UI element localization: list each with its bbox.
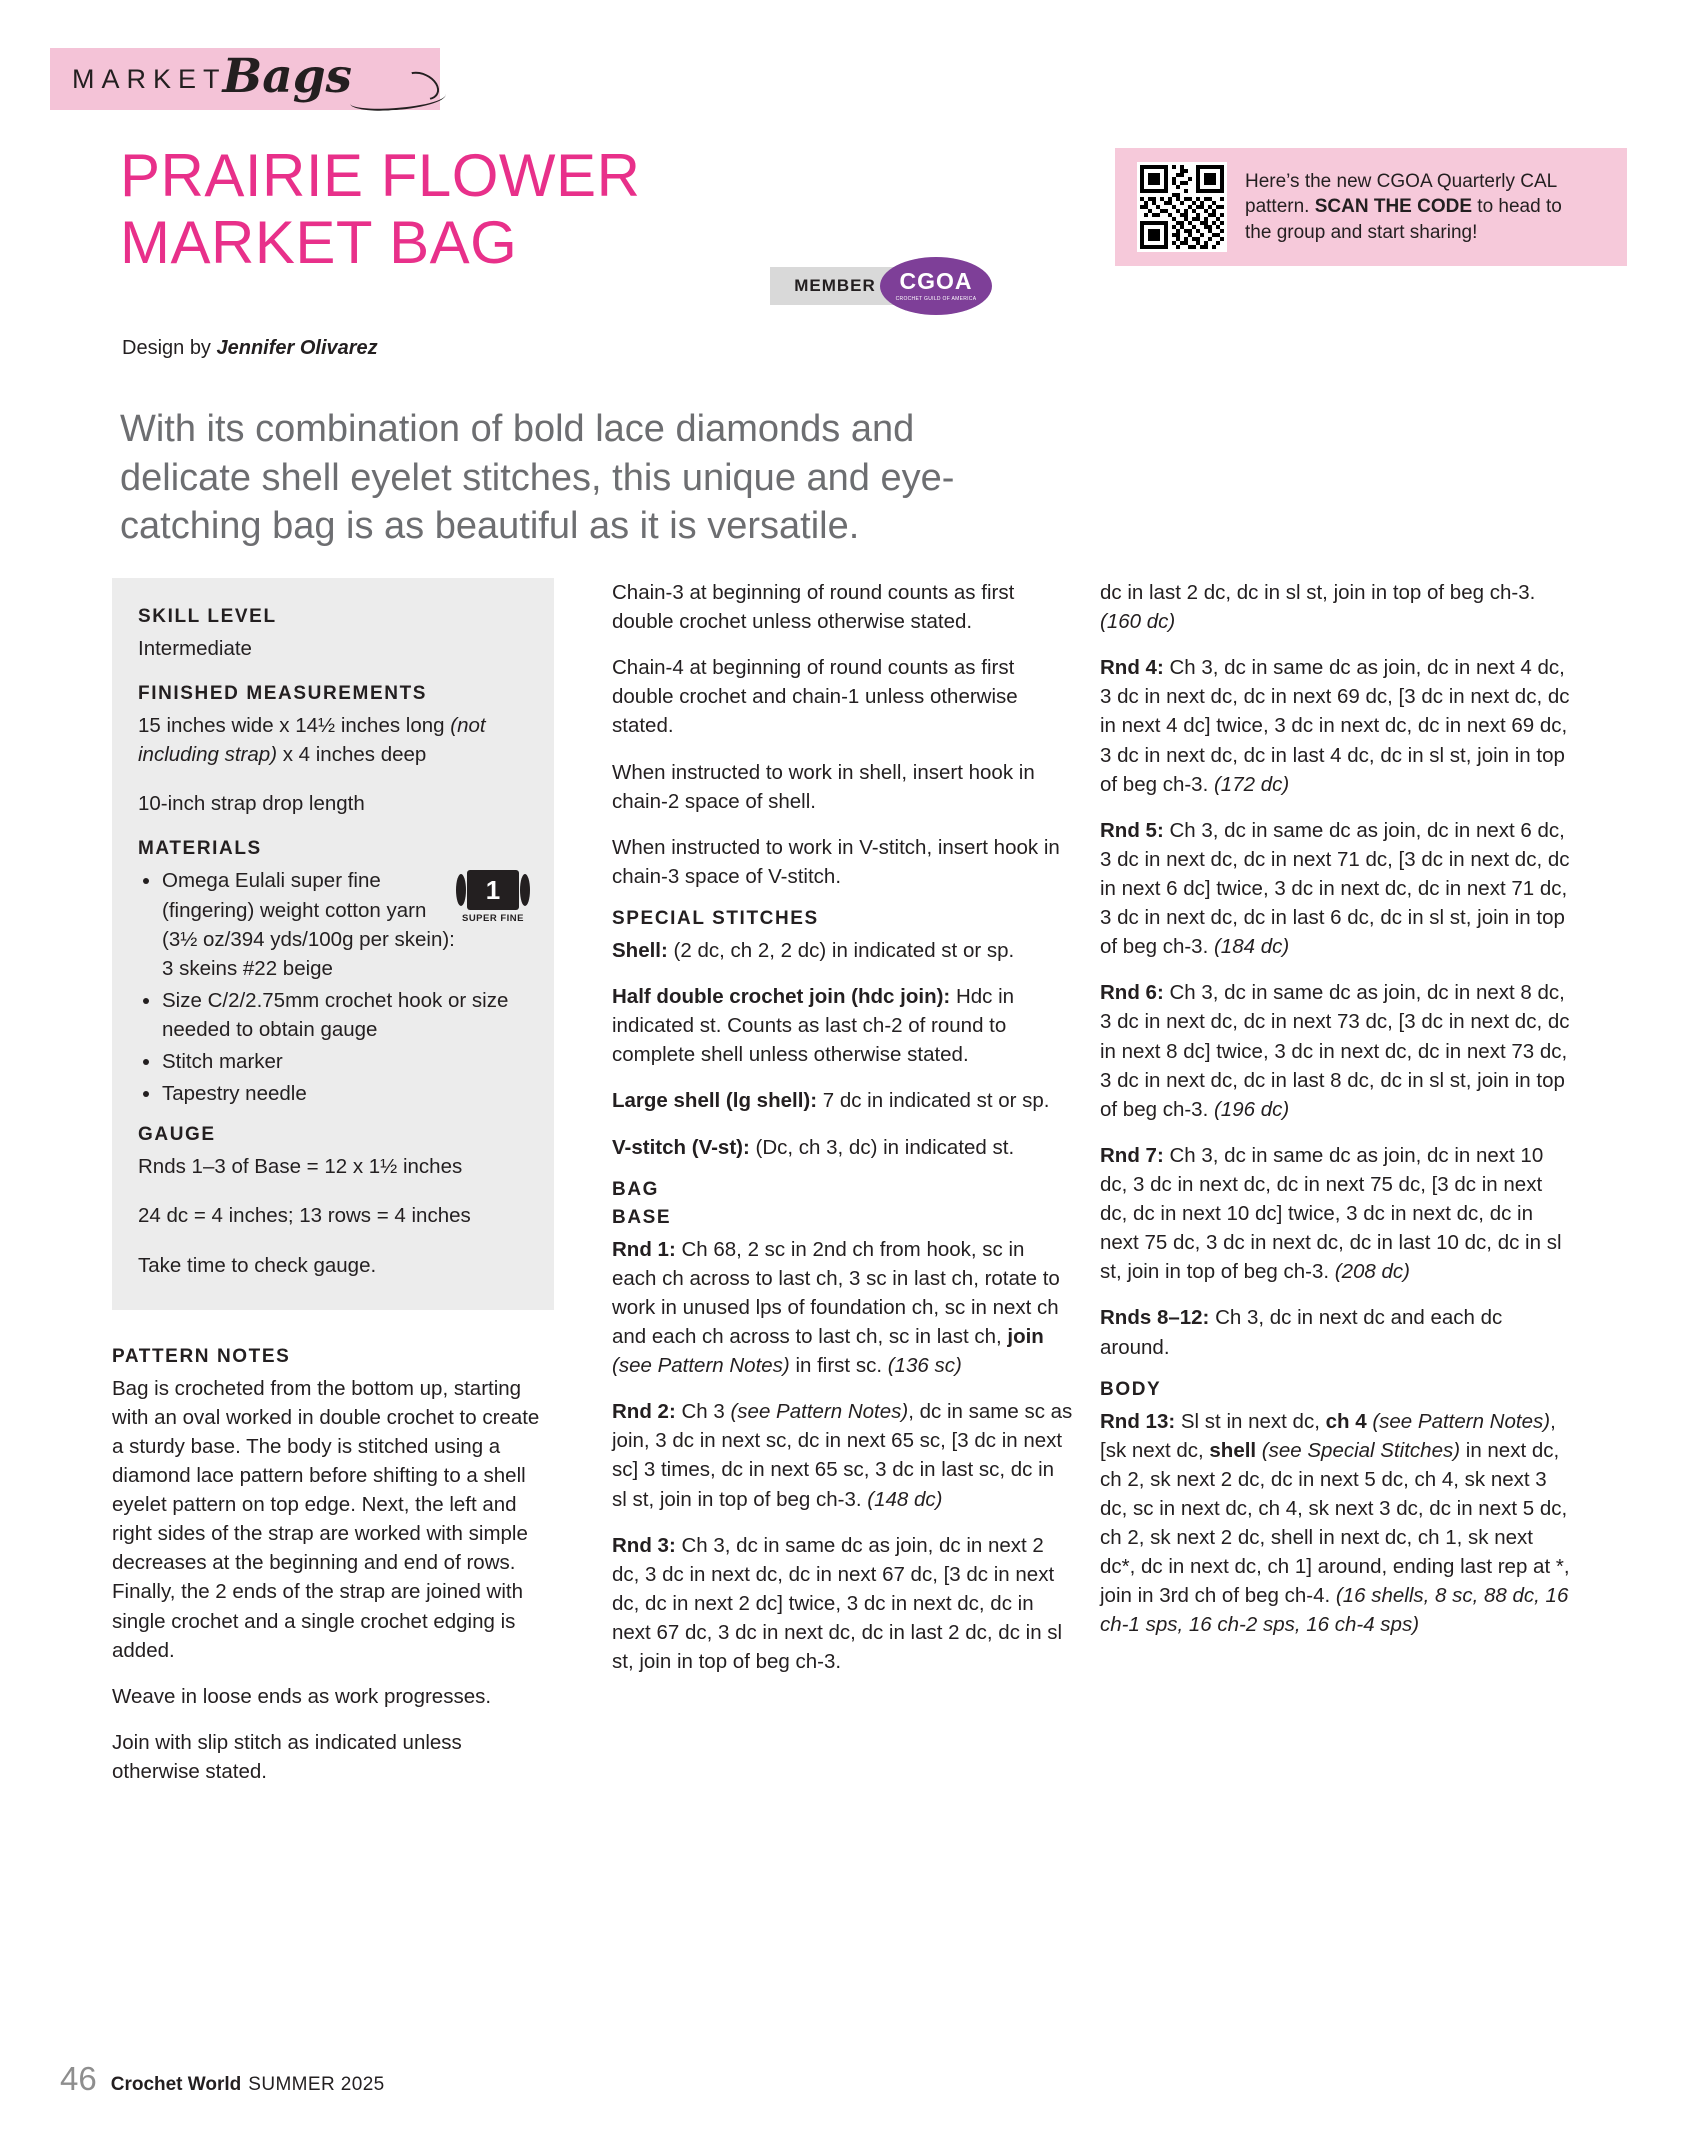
rnd7-text: Ch 3, dc in same dc as join, dc in next 10 dc, 3 dc in next dc, dc in next 75 dc, [3 dc in next dc, dc in next 10 dc] twice, 3 dc in next dc, dc in next 75 dc, 3 dc in next dc, dc in last 10 dc, dc in sl st, join in top of beg ch-3. bbox=[1100, 1143, 1562, 1284]
qr-promo-emphasis: SCAN THE CODE bbox=[1314, 196, 1473, 218]
rnd13-note1: (see Pattern Notes) bbox=[1366, 1409, 1551, 1433]
instruction-rnd13 bbox=[1100, 1407, 1572, 1640]
instruction-rnd3-cont bbox=[1100, 578, 1572, 636]
instruction-rnd5 bbox=[1100, 816, 1572, 962]
qr-code-icon[interactable] bbox=[1137, 162, 1227, 252]
special-stitch-lg-shell bbox=[612, 1086, 1074, 1115]
info-box bbox=[112, 578, 554, 1310]
rnd6-label: Rnd 6: bbox=[1100, 981, 1164, 1005]
rnd4-count: (172 dc) bbox=[1213, 772, 1290, 796]
rnd2-text-b: , dc in same sc as join, 3 dc in next sc, dc in next 65 sc, [3 dc in next sc] 3 times, dc in next 65 sc, 3 dc in last sc, dc in sl st, join in top of beg ch-3. bbox=[612, 1400, 1073, 1511]
rnd13-text-a: Sl st in next dc, bbox=[1175, 1409, 1326, 1433]
rnd2-note: (see Pattern Notes) bbox=[730, 1400, 909, 1424]
qr-promo-line5: start sharing! bbox=[1367, 221, 1478, 243]
bag-heading: BAG bbox=[612, 1178, 660, 1200]
rnd13-note2: (see Special Stitches) bbox=[1256, 1438, 1461, 1462]
masthead-market-word: MARKET bbox=[72, 63, 227, 94]
instruction-rnd6 bbox=[1100, 978, 1572, 1124]
rnd5-text: Ch 3, dc in same dc as join, dc in next 6 dc, 3 dc in next dc, dc in next 71 dc, [3 dc in next dc, dc in next 6 dc] twice, 3 dc in next dc, dc in next 71 dc, 3 dc in next dc, dc in last 6 dc, dc in sl st, join in top of beg ch-3. bbox=[1100, 818, 1570, 959]
rnd5-label: Rnd 5: bbox=[1100, 818, 1164, 842]
cgoa-logo-icon bbox=[880, 257, 992, 315]
rnds-8-12-text: Ch 3, dc in next dc and each dc around. bbox=[1100, 1306, 1503, 1359]
measurements-line1 bbox=[138, 711, 528, 769]
rnd2-text-a: Ch 3 bbox=[675, 1400, 731, 1424]
page-title-line1: PRAIRIE FLOWER bbox=[120, 142, 641, 209]
base-heading: BASE bbox=[612, 1206, 672, 1228]
pattern-notes-p7: When instructed to work in V-stitch, insert hook in chain-3 space of V-stitch. bbox=[612, 835, 1060, 888]
page-title-line2: MARKET BAG bbox=[120, 209, 518, 277]
rnd7-label: Rnd 7: bbox=[1100, 1143, 1164, 1167]
rnd6-text: Ch 3, dc in same dc as join, dc in next 8 dc, 3 dc in next dc, dc in next 73 dc, [3 dc in next dc, dc in next 8 dc] twice, 3 dc in next dc, dc in next 73 dc, 3 dc in next dc, dc in last 8 dc, dc in sl st, join in top of beg ch-3. bbox=[1100, 981, 1570, 1121]
qr-promo-line1: Here’s the new CGOA bbox=[1245, 171, 1432, 193]
rnd1-count: (136 sc) bbox=[887, 1354, 962, 1378]
special-stitch-shell-text: (2 dc, ch 2, 2 dc) in indicated st or sp. bbox=[667, 938, 1015, 962]
pattern-notes-p5: Chain-4 at beginning of round counts as first double crochet and chain-1 unless otherwise stated. bbox=[612, 656, 1018, 738]
cgoa-member-label: MEMBER bbox=[770, 267, 900, 305]
list-item: • Stitch marker bbox=[162, 1047, 528, 1076]
rnd1-label: Rnd 1: bbox=[612, 1237, 676, 1261]
body-heading: BODY bbox=[1100, 1378, 1162, 1400]
rnd7-count: (208 dc) bbox=[1334, 1260, 1410, 1284]
special-stitch-lg-shell-label: Large shell (lg shell): bbox=[612, 1089, 818, 1113]
instruction-rnd7 bbox=[1100, 1141, 1572, 1287]
skill-level-heading: SKILL LEVEL bbox=[138, 606, 277, 627]
special-stitch-v-st bbox=[612, 1133, 1074, 1162]
special-stitch-hdc-join bbox=[612, 982, 1074, 1069]
page-title bbox=[120, 142, 800, 276]
instruction-rnds-8-12 bbox=[1100, 1303, 1572, 1361]
rnd4-label: Rnd 4: bbox=[1100, 656, 1164, 680]
column-two bbox=[612, 578, 1074, 1693]
materials-list-wrapper bbox=[138, 866, 528, 1108]
measurements-part-c: x 4 inches deep bbox=[277, 743, 427, 767]
qr-promo-text bbox=[1245, 169, 1575, 244]
qr-promo-box bbox=[1115, 148, 1627, 266]
column-one bbox=[112, 578, 554, 1803]
skill-level-value: Intermediate bbox=[138, 637, 252, 660]
rnd13-text-c: in next dc, ch 2, sk next 2 dc, dc in next 5 dc, ch 4, sk next 3 dc, sc in next dc, ch 4, sk next 3 dc, dc in next 5 dc, ch 2, sk next 2 dc, shell in next dc, ch 1, sk next dc*, dc in next dc, ch 1] around, ending last rep at *, join in 3rd ch of beg ch-4. bbox=[1100, 1438, 1570, 1608]
special-stitch-v-st-label: V-stitch (V-st): bbox=[612, 1135, 750, 1159]
gauge-line2: 24 dc = 4 inches; 13 rows = 4 inches bbox=[138, 1204, 471, 1228]
pattern-notes-p1: Bag is crocheted from the bottom up, starting with an oval worked in double crochet to create a sturdy base. The body is stitched using a diamond lace pattern before shifting to a shell eyelet pattern on top edge. Next, the left and right sides of the strap are worked with simple decreases at the beginning and end of rows. Finally, the 2 ends of the strap are joined with single crochet and a single crochet edging is added. bbox=[112, 1376, 540, 1662]
measurements-part-b: (not including strap) bbox=[138, 714, 486, 767]
rnd3-cont-text: dc in last 2 dc, dc in sl st, join in top of beg ch-3. bbox=[1100, 581, 1536, 604]
pattern-notes-p3: Join with slip stitch as indicated unless otherwise stated. bbox=[112, 1730, 462, 1783]
masthead-bags-word: Bags bbox=[222, 48, 353, 104]
rnd1-text-a: Ch 68, 2 sc in 2nd ch from hook, sc in each ch across to last ch, 3 sc in last ch, rotate to work in unused lps of foundation ch, sc in next ch and each ch across to last ch, sc in last ch, bbox=[612, 1237, 1060, 1348]
qr-promo-line3: to bbox=[1472, 196, 1494, 218]
rnd1-note: (see Pattern Notes) bbox=[612, 1354, 790, 1378]
rnd3-label: Rnd 3: bbox=[612, 1533, 676, 1557]
qr-promo-line4: head to the group and bbox=[1245, 196, 1562, 243]
rnd3-count: (160 dc) bbox=[1100, 610, 1176, 634]
rnd13-label: Rnd 13: bbox=[1100, 1409, 1176, 1433]
cgoa-logo-subtext: CROCHET GUILD OF AMERICA bbox=[895, 296, 977, 302]
pattern-notes-p2: Weave in loose ends as work progresses. bbox=[112, 1684, 492, 1708]
list-item: • Tapestry needle bbox=[162, 1079, 528, 1108]
issue-label: SUMMER 2025 bbox=[248, 2074, 385, 2095]
special-stitch-hdc-join-text: Hdc in indicated st. Counts as last ch-2 of round to complete shell unless otherwise stated. bbox=[612, 985, 1015, 1067]
page-footer bbox=[60, 2060, 385, 2098]
column-three bbox=[1100, 578, 1572, 1657]
rnd1-text-c: in first sc. bbox=[789, 1354, 888, 1378]
instruction-rnd2 bbox=[612, 1397, 1074, 1513]
rnd5-count: (184 dc) bbox=[1213, 935, 1290, 959]
materials-heading: MATERIALS bbox=[138, 838, 262, 860]
byline-prefix: Design by bbox=[122, 337, 217, 359]
rnd3-text: Ch 3, dc in same dc as join, dc in next 2 dc, 3 dc in next dc, dc in next 67 dc, [3 dc in next dc, dc in next 2 dc] twice, 3 dc in next dc, dc in next 67 dc, 3 dc in next dc, dc in last 2 dc, dc in sl st, join in top of beg ch-3. bbox=[612, 1533, 1063, 1674]
pattern-notes-p4: Chain-3 at beginning of round counts as first double crochet unless otherwise stated. bbox=[612, 581, 1015, 634]
instruction-rnd4 bbox=[1100, 653, 1572, 799]
yarn-weight-label: SUPER FINE bbox=[461, 913, 524, 925]
instruction-rnd3 bbox=[612, 1531, 1074, 1677]
special-stitch-shell-label: Shell: bbox=[612, 938, 668, 962]
special-stitch-hdc-join-label: Half double crochet join (hdc join): bbox=[612, 985, 951, 1009]
yarn-weight-number: 1 bbox=[467, 870, 519, 910]
measurements-line2: 10-inch strap drop length bbox=[138, 792, 365, 816]
list-item: • Omega Eulali super fine (fingering) weight cotton yarn (3½ oz/394 yds/100g per skein): 3 skeins #22 beige bbox=[162, 866, 462, 982]
masthead-banner bbox=[50, 48, 440, 110]
special-stitch-lg-shell-text: 7 dc in indicated st or sp. bbox=[817, 1089, 1050, 1113]
byline bbox=[122, 337, 378, 360]
rnd13-count: (16 shells, 8 sc, 88 dc, 16 ch-1 sps, 16 ch-2 sps, 16 ch-4 sps) bbox=[1100, 1584, 1569, 1637]
rnd1-join-word: join bbox=[1007, 1324, 1044, 1348]
rnd2-label: Rnd 2: bbox=[612, 1400, 676, 1424]
gauge-heading: GAUGE bbox=[138, 1124, 216, 1146]
measurements-heading: FINISHED MEASUREMENTS bbox=[138, 683, 428, 705]
rnd6-count: (196 dc) bbox=[1213, 1097, 1290, 1121]
special-stitch-v-st-text: (Dc, ch 3, dc) in indicated st. bbox=[749, 1135, 1015, 1159]
special-stitch-shell bbox=[612, 936, 1074, 965]
rnd4-text: Ch 3, dc in same dc as join, dc in next 4 dc, 3 dc in next dc, dc in next 69 dc, [3 dc in next dc, dc in next 4 dc] twice, 3 dc in next dc, dc in next 69 dc, 3 dc in next dc, dc in last 4 dc, dc in sl st, join in top of beg ch-3. bbox=[1100, 656, 1570, 796]
yarn-weight-symbol-icon bbox=[454, 870, 532, 932]
cgoa-member-badge bbox=[770, 255, 992, 317]
gauge-line3: Take time to check gauge. bbox=[138, 1253, 377, 1277]
gauge-line1: Rnds 1–3 of Base = 12 x 1½ inches bbox=[138, 1155, 463, 1179]
pattern-notes-p6: When instructed to work in shell, insert hook in chain-2 space of shell. bbox=[612, 760, 1035, 813]
rnd13-text-b: , [sk next dc, bbox=[1100, 1409, 1556, 1462]
magazine-title: Crochet World bbox=[110, 2074, 242, 2095]
list-item: • Size C/2/2.75mm crochet hook or size needed to obtain gauge bbox=[162, 986, 528, 1044]
pattern-notes-heading: PATTERN NOTES bbox=[112, 1345, 291, 1367]
rnds-8-12-label: Rnds 8–12: bbox=[1100, 1306, 1210, 1330]
rnd13-shell: shell bbox=[1209, 1438, 1257, 1462]
qr-promo-line2: Quarterly CAL pattern. bbox=[1245, 171, 1557, 218]
instruction-rnd1 bbox=[612, 1235, 1074, 1381]
rnd13-ch4: ch 4 bbox=[1325, 1409, 1367, 1433]
page-number: 46 bbox=[60, 2060, 97, 2097]
rnd2-count: (148 dc) bbox=[867, 1487, 943, 1511]
cgoa-logo-text: CGOA bbox=[899, 268, 973, 294]
special-stitches-heading: SPECIAL STITCHES bbox=[612, 907, 819, 929]
byline-designer: Jennifer Olivarez bbox=[216, 337, 378, 359]
article-deck: With its combination of bold lace diamonds and delicate shell eyelet stitches, this unique and eye-catching bag is as beautiful as it is versatile. bbox=[120, 408, 955, 548]
measurements-part-a: 15 inches wide x 14½ inches long bbox=[138, 714, 451, 738]
